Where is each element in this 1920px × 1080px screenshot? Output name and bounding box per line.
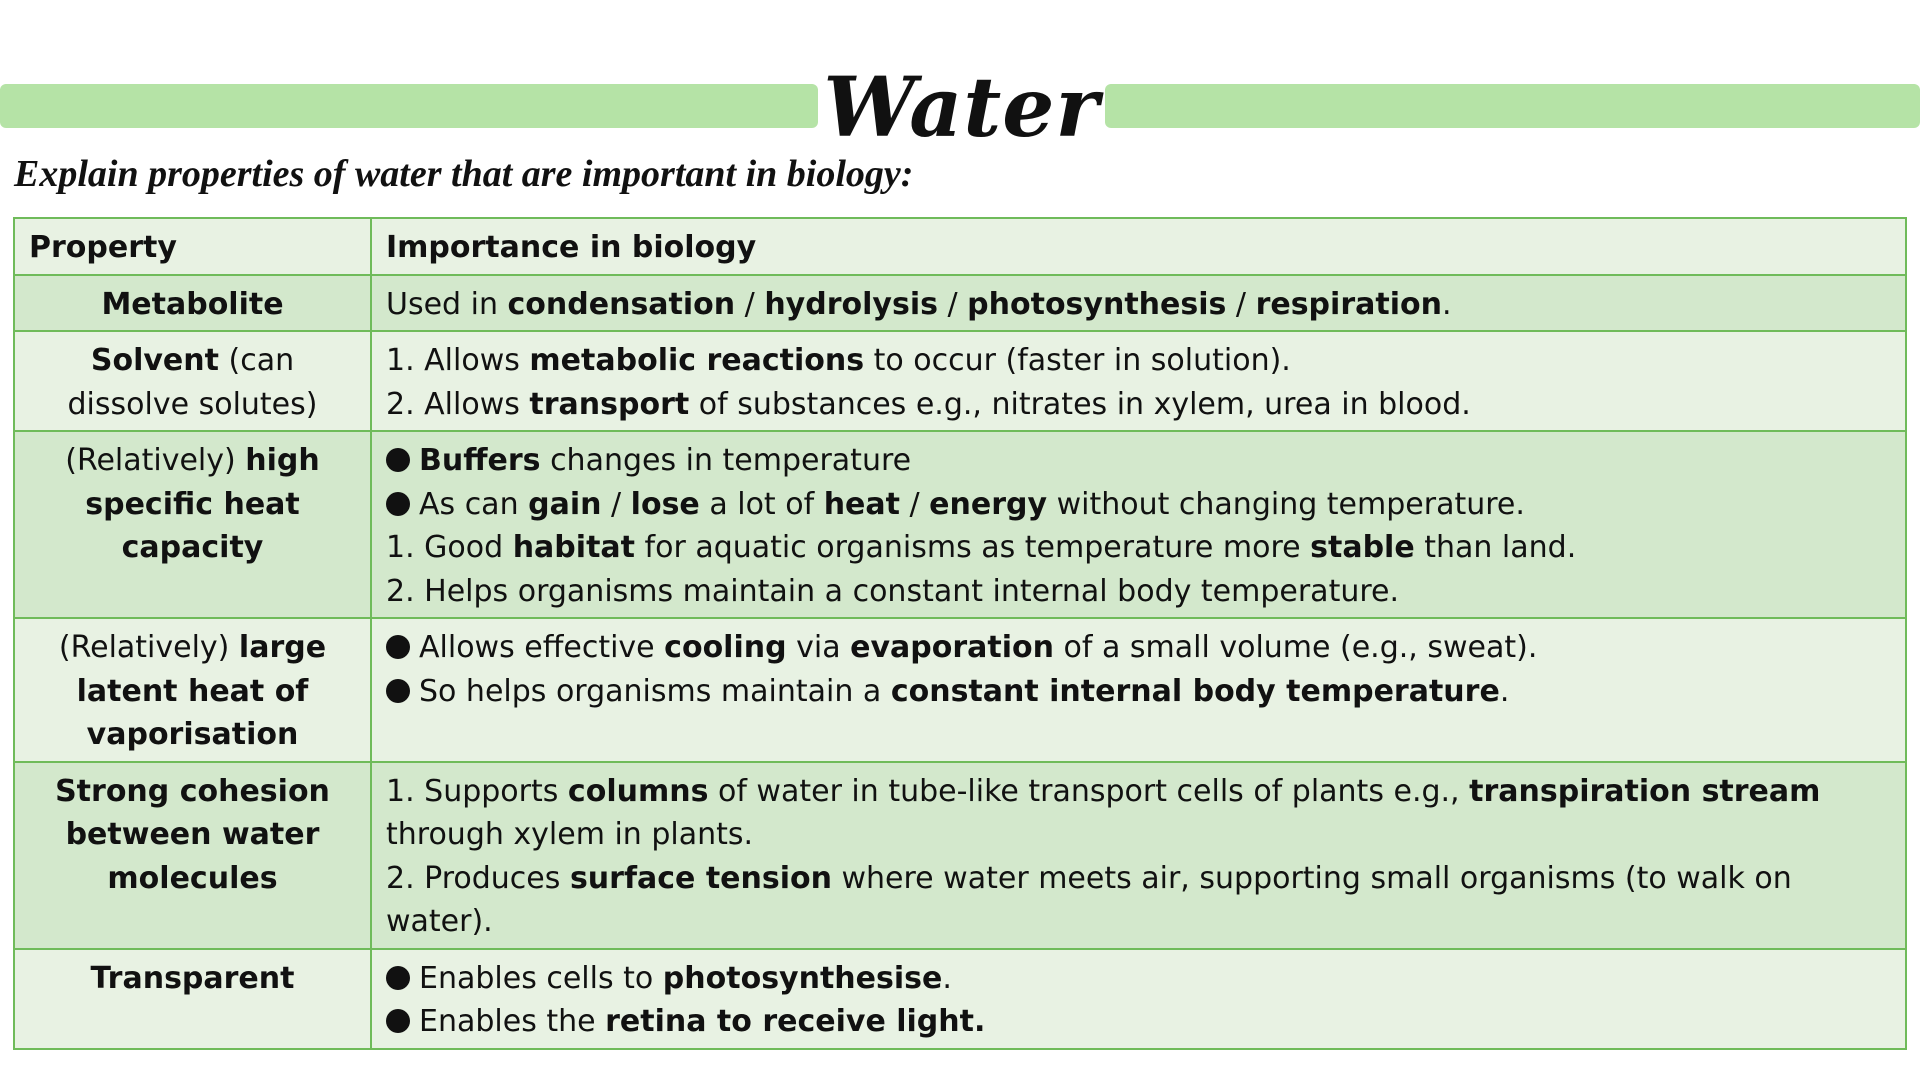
water-properties-table [13,217,1907,1050]
bullet-point [386,1000,1891,1044]
importance-cell [371,762,1906,949]
importance-cell [371,275,1906,332]
property-text: (Relatively) [58,630,239,665]
table-row [14,275,1906,332]
importance-text: Enables the [419,1004,606,1039]
importance-text: habitat [512,530,635,565]
property-text: (Relatively) [65,443,246,478]
bullet-icon [386,448,410,472]
property-cell [14,275,371,332]
header-importance: Importance in biology [371,218,1906,275]
property-text: large latent heat of vaporisation [76,630,327,752]
importance-text: a lot of [699,486,824,522]
bullet-point [386,439,1891,483]
importance-text: 2. Helps organisms maintain a constant internal body temperature. [386,573,1400,609]
numbered-point [386,339,1891,383]
importance-text: surface tension [569,860,832,896]
importance-text: / [899,486,930,522]
header-property: Property [14,218,371,275]
importance-text: for aquatic organisms as temperature more [635,530,1311,565]
bullet-icon [386,679,410,703]
importance-text: . [942,960,952,996]
table-header-row [14,218,1906,275]
numbered-point [386,570,1891,614]
bullet-point [386,626,1891,670]
importance-text: metabolic reactions [529,343,865,378]
importance-text: to occur (faster in solution). [864,343,1291,378]
importance-text: evaporation [850,630,1054,665]
property-text: Solvent [90,343,219,378]
property-cell [14,618,371,762]
property-text: Transparent [90,960,295,996]
importance-cell [371,618,1906,762]
table-row [14,762,1906,949]
bullet-icon [386,635,410,659]
importance-text: changes in temperature [540,443,912,478]
numbered-point [386,383,1891,427]
importance-text: 2. Produces [386,860,570,896]
table-body [14,275,1906,1049]
importance-text: photosynthesis [967,286,1227,322]
bullet-point [386,483,1891,527]
property-cell [14,762,371,949]
importance-text: through xylem in plants. [386,817,754,852]
property-text: (can dissolve solutes) [67,343,318,422]
importance-text: Used in [386,286,508,322]
importance-text: lose [630,486,700,522]
bullet-icon [386,492,410,516]
importance-text: constant internal body temperature [890,673,1500,709]
importance-text: of substances e.g., nitrates in xylem, urea in blood. [689,386,1471,422]
importance-text: where water meets air, supporting small organisms (to walk on water). [386,860,1792,939]
importance-text: than land. [1414,530,1577,565]
importance-cell [371,331,1906,431]
importance-text: . [1441,286,1452,322]
importance-text: / [601,486,631,522]
importance-text: As can [419,486,529,522]
importance-text: heat [823,486,900,522]
bullet-icon [386,1009,410,1033]
numbered-point [386,526,1891,570]
importance-text: via [786,630,851,665]
property-text: high specific heat capacity [85,443,320,565]
numbered-point [386,857,1891,944]
importance-text: without changing temperature. [1047,486,1525,522]
importance-text: / [735,286,765,322]
importance-text: 1. Allows [386,343,530,378]
importance-text: cooling [664,630,787,665]
importance-text: / [1226,286,1256,322]
numbered-point [386,283,1891,327]
property-text: Metabolite [101,286,284,322]
importance-text: of a small volume (e.g., sweat). [1054,630,1538,665]
importance-cell [371,949,1906,1049]
table-row [14,949,1906,1049]
importance-text: photosynthesise [662,960,943,996]
importance-text: gain [528,486,602,522]
importance-text: So helps organisms maintain a [419,673,891,709]
importance-text: . [1499,673,1510,709]
page-title: Water [823,60,1100,156]
page-subtitle: Explain properties of water that are important in biology: [14,153,914,195]
importance-text: stable [1310,530,1415,565]
importance-text: retina to receive light. [605,1004,986,1039]
importance-text: / [937,286,968,322]
importance-text: Buffers [419,443,541,478]
bullet-icon [386,966,410,990]
importance-text: Enables cells to [419,960,663,996]
property-cell [14,331,371,431]
importance-text: 2. Allows [386,386,530,422]
importance-text: Allows effective [419,630,665,665]
title-accent-bar-right [1105,84,1920,128]
table-row [14,331,1906,431]
importance-text: respiration [1255,286,1442,322]
importance-text: transpiration stream [1469,773,1821,809]
importance-text: 1. Good [386,530,513,565]
table-row [14,431,1906,618]
importance-text: energy [929,486,1048,522]
table-row [14,618,1906,762]
importance-text: columns [567,773,709,809]
importance-text: hydrolysis [764,286,938,322]
title-accent-bar-left [0,84,818,128]
importance-cell [371,431,1906,618]
bullet-point [386,670,1891,714]
importance-text: condensation [507,286,736,322]
bullet-point [386,957,1891,1001]
importance-text: transport [529,386,690,422]
importance-text: of water in tube-like transport cells of plants e.g., [708,773,1470,809]
property-cell [14,949,371,1049]
property-text: Strong cohesion between water molecules [55,773,330,896]
numbered-point [386,770,1891,857]
importance-text: 1. Supports [386,773,568,809]
property-cell [14,431,371,618]
